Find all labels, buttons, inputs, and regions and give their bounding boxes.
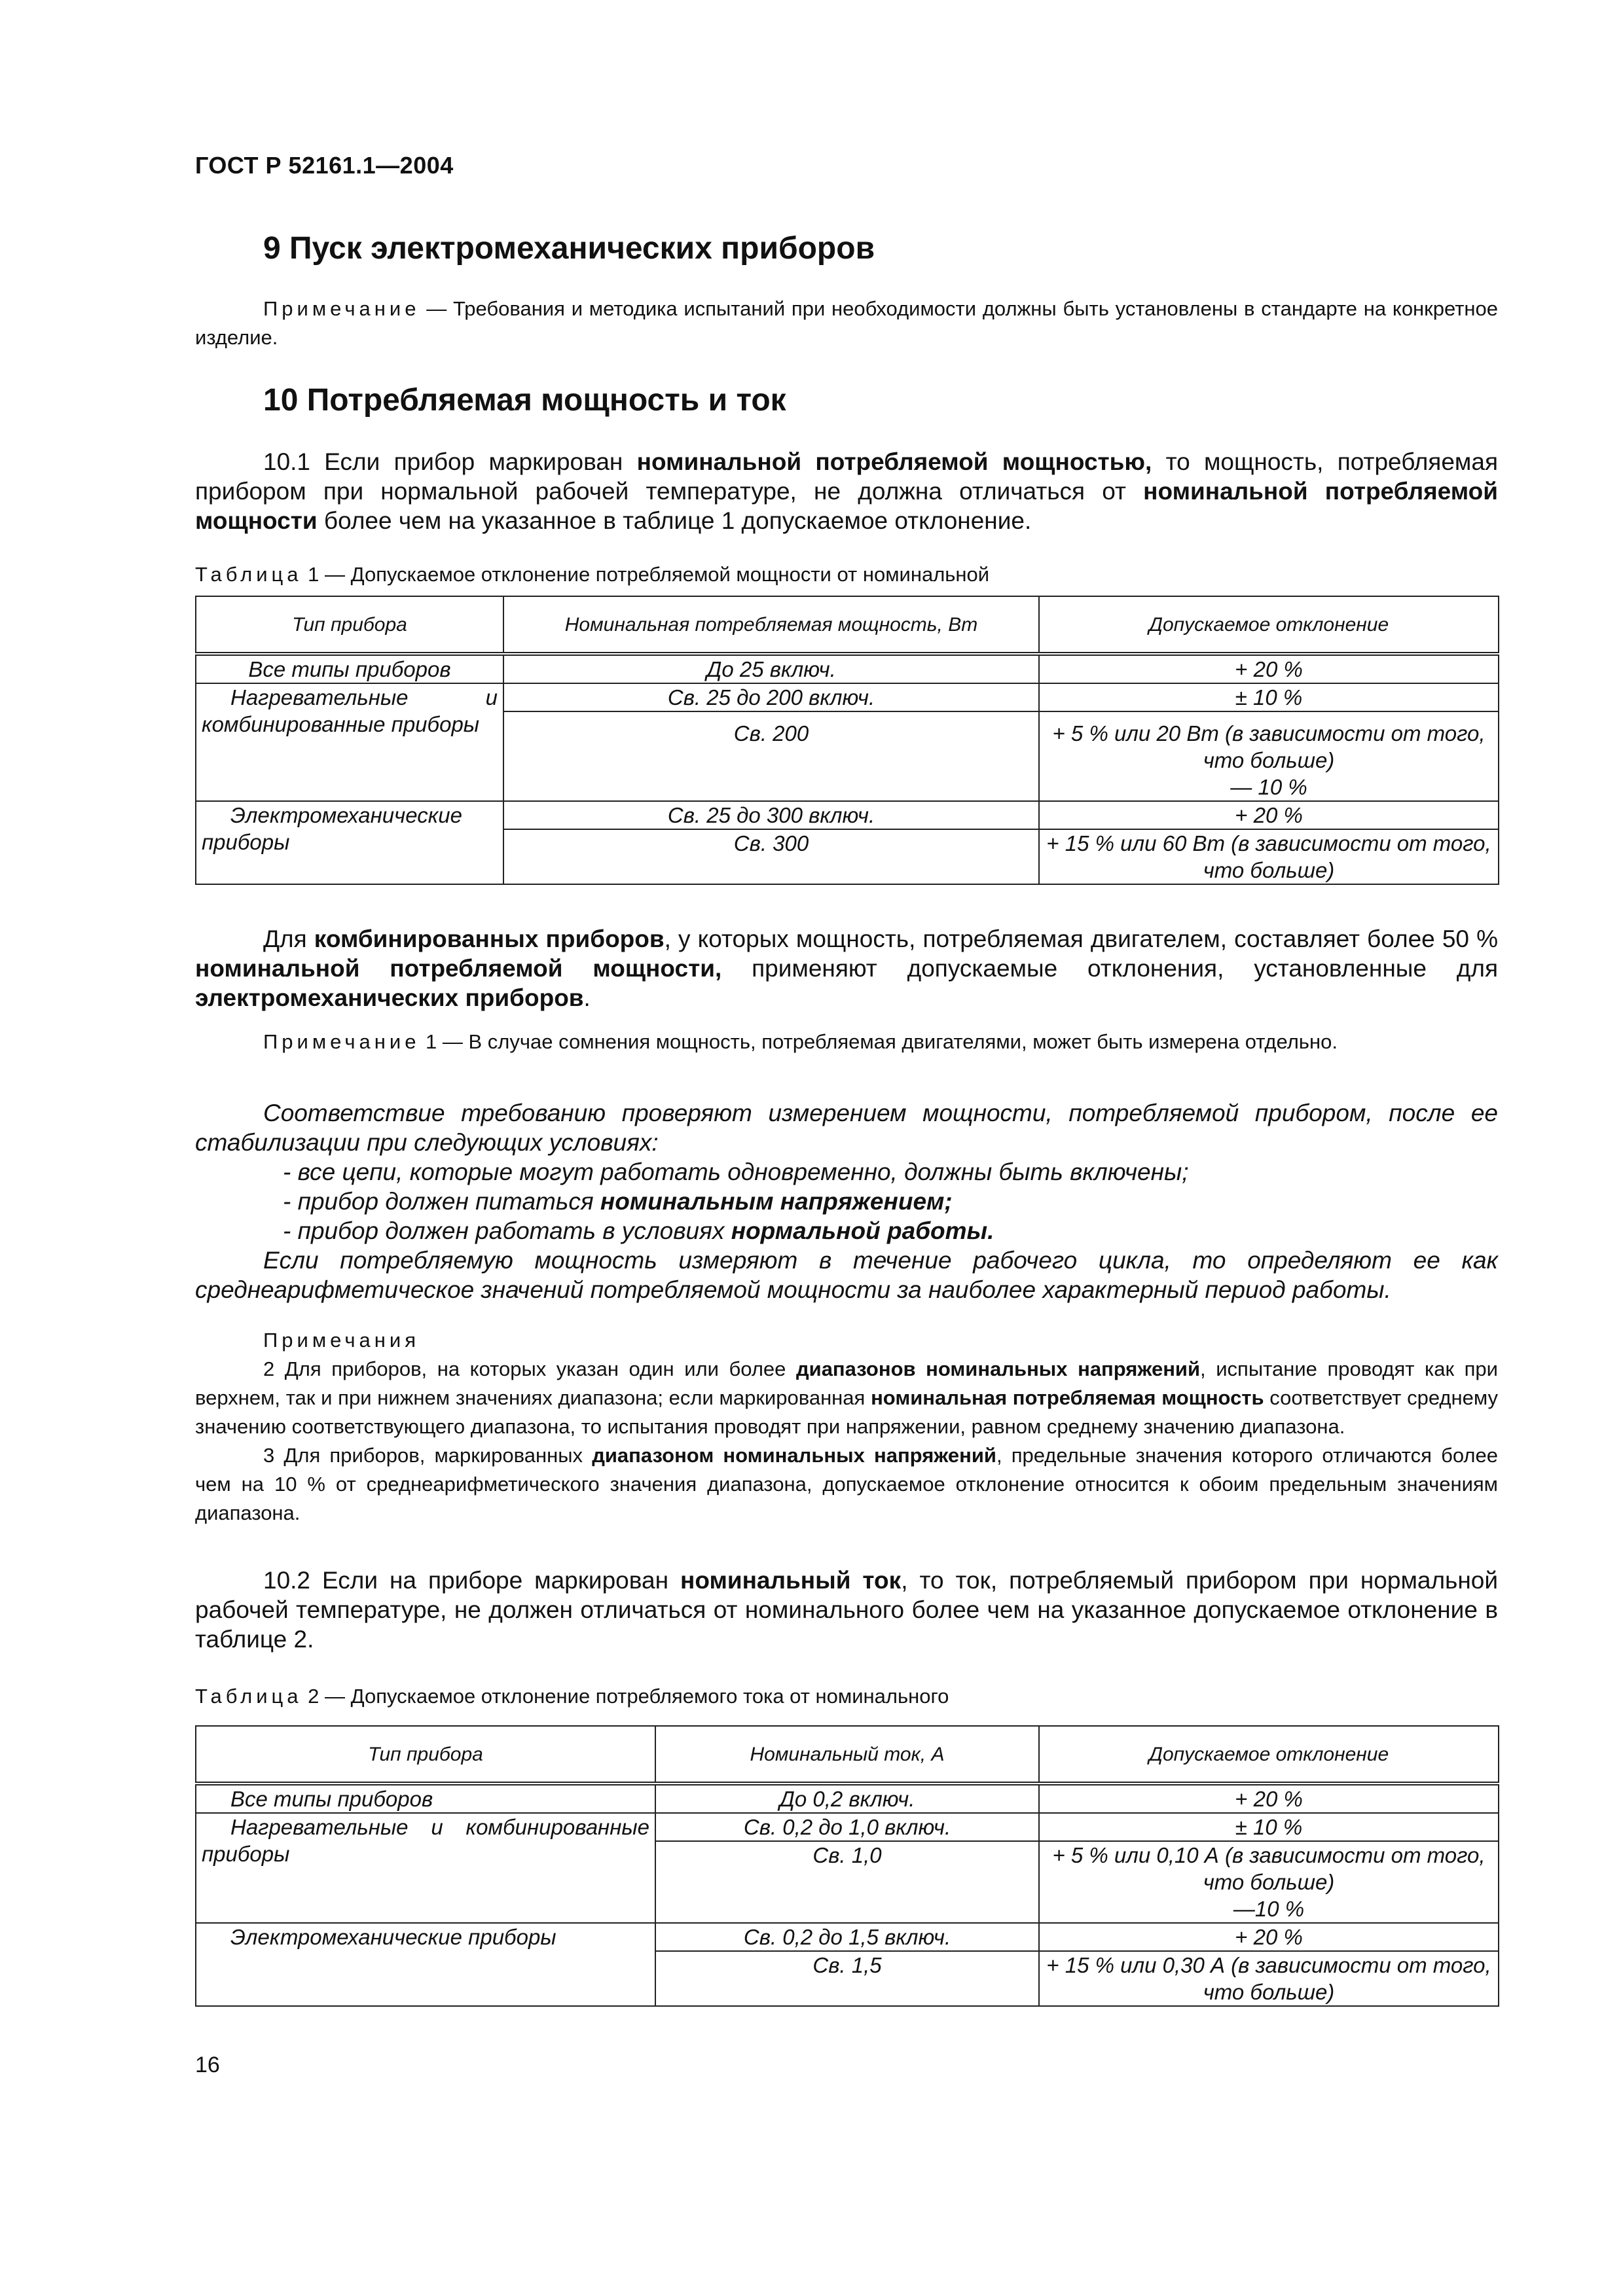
table-cell: ± 10 % — [1039, 683, 1499, 711]
term: диапазонов номинальных напряжений — [795, 1357, 1201, 1380]
term: нормальной работы. — [731, 1217, 994, 1244]
table-row — [196, 654, 1499, 683]
table-header-row — [196, 596, 1499, 654]
term: электромеханических приборов — [195, 984, 584, 1011]
text: более чем на указанное в таблице 1 допускаемое отклонение. — [317, 507, 1032, 534]
table-cell: + 20 % — [1039, 801, 1499, 829]
note-label: Примечание — [263, 1030, 420, 1053]
table-header-row — [196, 1726, 1499, 1784]
table-row — [196, 1813, 1499, 1841]
section-9-title: 9 Пуск электромеханических приборов — [263, 231, 875, 266]
section-9-note — [195, 295, 1498, 352]
table-row — [196, 1923, 1499, 1951]
text: Для — [263, 925, 314, 952]
deviation-text: —10 % — [1233, 1897, 1305, 1921]
condition-item — [195, 1187, 1498, 1216]
table-cell: Св. 200 — [503, 711, 1039, 801]
text: 3 Для приборов, маркированных — [263, 1444, 593, 1467]
deviation-text: + 5 % или 0,10 А (в зависимости от того, что больше) — [1052, 1843, 1486, 1894]
table-cell: + 20 % — [1039, 1923, 1499, 1951]
table-cell: ± 10 % — [1039, 1813, 1499, 1841]
note-text: 1 — В случае сомнения мощность, потребляемая двигателями, может быть измерена отдельно. — [420, 1030, 1338, 1053]
note-1 — [195, 1028, 1498, 1056]
text: , то ток, потребляемый прибором при нормальной рабочей температуре, не должен отличаться от номинального более чем на указанное допускаемое отклонение в таблице 2. — [195, 1567, 1499, 1653]
table-cell — [1039, 711, 1499, 801]
header-cell: Номинальная потребляемая мощность, Вт — [503, 596, 1039, 654]
term: номинальной потребляемой мощности, — [195, 955, 722, 982]
text: 10.1 Если прибор маркирован — [263, 448, 637, 475]
table-cell: Св. 0,2 до 1,0 включ. — [655, 1813, 1039, 1841]
table-cell: Св. 25 до 200 включ. — [503, 683, 1039, 711]
table-cell: Нагревательные и комбинированные приборы — [196, 1813, 655, 1923]
note-2 — [195, 1355, 1498, 1441]
term: номинальной потребляемой мощности — [195, 478, 1498, 534]
text: , предельные значения которого отличаются более чем на 10 % от среднеарифметического значения диапазона, допускаемое отклонение относится к обоим предельным значениям диапазона. — [195, 1444, 1498, 1524]
table-cell: До 0,2 включ. — [655, 1784, 1039, 1813]
header-cell: Номинальный ток, А — [655, 1726, 1039, 1784]
text: , испытание проводят как при верхнем, так и при нижнем значениях диапазона; если маркированная — [195, 1357, 1498, 1409]
table-cell: Все типы приборов — [196, 654, 503, 683]
caption-text: 2 — Допускаемое отклонение потребляемого тока от номинального — [302, 1685, 949, 1708]
table-cell: + 20 % — [1039, 654, 1499, 683]
combined-paragraph — [195, 924, 1498, 1013]
caption-label: Таблица — [195, 1685, 302, 1708]
condition-item: - все цепи, которые могут работать одновременно, должны быть включены; — [283, 1158, 1189, 1185]
condition-item — [195, 1216, 1498, 1246]
paragraph-10-1 — [195, 447, 1498, 535]
text: . — [583, 984, 591, 1011]
table-cell: Все типы приборов — [196, 1784, 655, 1813]
term: номинальная потребляемая мощность — [871, 1386, 1264, 1409]
deviation-text: + 5 % или 20 Вт (в зависимости от того, что больше) — [1052, 721, 1486, 772]
table-row — [196, 801, 1499, 829]
header-cell: Допускаемое отклонение — [1039, 1726, 1499, 1784]
note-label: Примечание — [263, 297, 420, 320]
caption-text: 1 — Допускаемое отклонение потребляемой мощности от номинальной — [302, 563, 990, 586]
notes-block — [195, 1326, 1498, 1528]
document-code: ГОСТ Р 52161.1—2004 — [195, 152, 454, 179]
deviation-text: — 10 % — [1230, 775, 1307, 799]
compliance-intro: Соответствие требованию проверяют измерением мощности, потребляемой прибором, после ее стабилизации при следующих условиях: — [195, 1100, 1498, 1156]
text: соответствует среднему значению соответствующего диапазона, то испытания проводят при напряжении, равном среднему значению диапазона. — [195, 1386, 1498, 1438]
note-3 — [195, 1441, 1498, 1528]
term: комбинированных приборов — [314, 925, 665, 952]
term: диапазоном номинальных напряжений — [592, 1444, 996, 1467]
table-2 — [195, 1725, 1499, 2007]
table-1-caption — [195, 562, 989, 588]
table-cell: Св. 25 до 300 включ. — [503, 801, 1039, 829]
term: номинальной потребляемой мощностью, — [636, 448, 1152, 475]
table-cell: + 15 % или 0,30 А (в зависимости от того, что больше) — [1039, 1951, 1499, 2006]
term: номинальный ток — [680, 1567, 902, 1594]
text: применяют допускаемые отклонения, установленные для — [721, 955, 1498, 982]
term: номинальным напряжением; — [600, 1188, 953, 1215]
table-cell: Св. 300 — [503, 829, 1039, 884]
table-cell: Св. 0,2 до 1,5 включ. — [655, 1923, 1039, 1951]
section-10-title: 10 Потребляемая мощность и ток — [263, 383, 786, 418]
table-cell: Нагревательные и комбинированные приборы — [196, 683, 503, 801]
notes-label: Примечания — [263, 1329, 420, 1352]
header-cell: Допускаемое отклонение — [1039, 596, 1499, 654]
header-cell: Тип прибора — [196, 1726, 655, 1784]
paragraph-10-2 — [195, 1566, 1498, 1654]
text: , у которых мощность, потребляемая двигателем, составляет более 50 % — [664, 925, 1498, 952]
table-row — [196, 683, 1499, 711]
text: то мощность, потребляемая прибором при нормальной рабочей температуре, не должна отличаться от — [195, 448, 1498, 505]
table-row — [196, 1784, 1499, 1813]
text: - прибор должен питаться — [283, 1188, 600, 1215]
table-2-caption — [195, 1683, 949, 1710]
cycle-paragraph: Если потребляемую мощность измеряют в течение рабочего цикла, то определяют ее как среднеарифметическое значений потребляемой мощности за наиболее характерный период работы. — [195, 1247, 1498, 1303]
table-1 — [195, 596, 1499, 885]
page-number: 16 — [195, 2053, 220, 2077]
text: 2 Для приборов, на которых указан один или более — [263, 1357, 796, 1380]
table-cell: + 15 % или 60 Вт (в зависимости от того, что больше) — [1039, 829, 1499, 884]
table-cell: + 20 % — [1039, 1784, 1499, 1813]
text: - прибор должен работать в условиях — [283, 1217, 731, 1244]
compliance-block — [195, 1098, 1498, 1304]
caption-label: Таблица — [195, 563, 302, 586]
text: 10.2 Если на приборе маркирован — [263, 1567, 680, 1594]
note-text: — Требования и методика испытаний при необходимости должны быть установлены в стандарте на конкретное изделие. — [195, 297, 1498, 349]
table-cell: До 25 включ. — [503, 654, 1039, 683]
header-cell: Тип прибора — [196, 596, 503, 654]
table-cell — [1039, 1841, 1499, 1923]
table-cell: Св. 1,5 — [655, 1951, 1039, 2006]
table-cell: Электромеханические приборы — [196, 1923, 655, 2006]
table-cell: Св. 1,0 — [655, 1841, 1039, 1923]
table-cell: Электромеханические приборы — [196, 801, 503, 884]
